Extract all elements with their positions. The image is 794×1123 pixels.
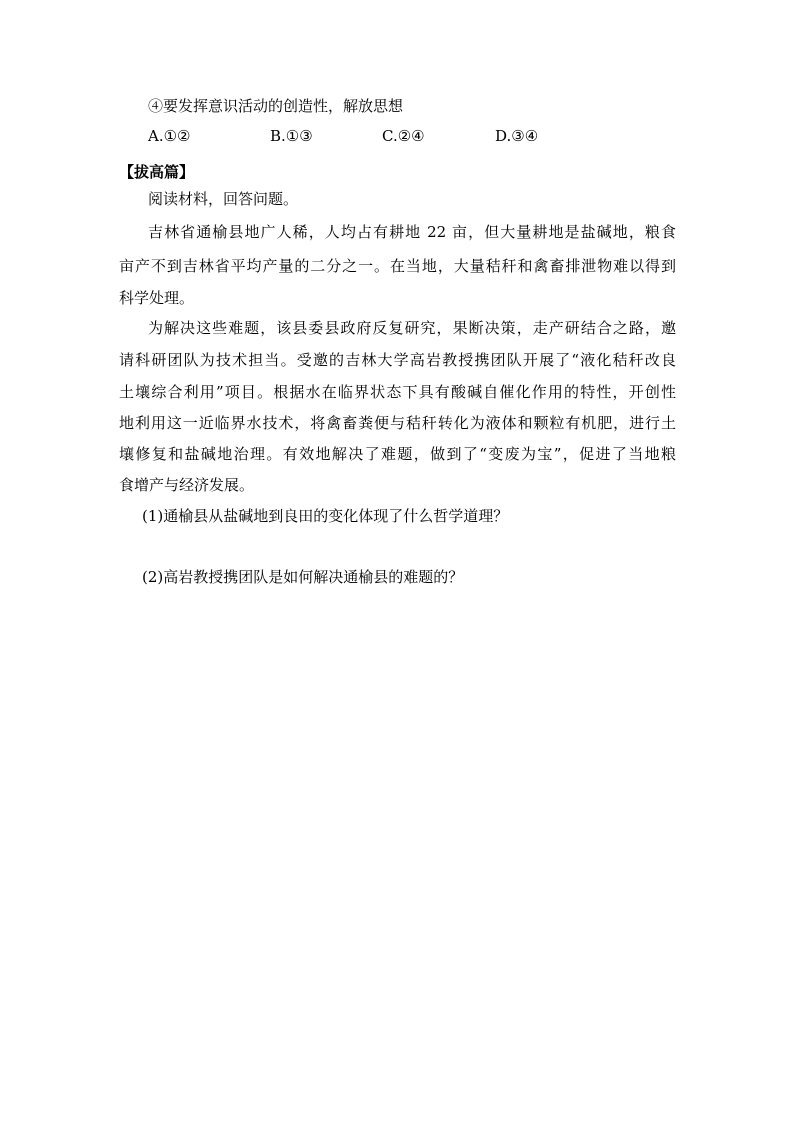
- paragraph-2-line-5: 壤修复和盐碱地治理。有效地解决了难题，做到了“变废为宝”，促进了当地粮: [119, 445, 676, 463]
- option-c: C.②④: [382, 127, 425, 145]
- paragraph-1-line-3: 科学处理。: [119, 289, 195, 307]
- paragraph-2-line-3: 土壤综合利用”项目。根据水在临界状态下具有酸碱自催化作用的特性，开创性: [119, 383, 676, 401]
- statement-4: ④要发挥意识活动的创造性，解放思想: [148, 97, 404, 115]
- paragraph-2-line-4: 地利用这一近临界水技术，将禽畜粪便与秸秆转化为液体和颗粒有机肥，进行土: [119, 414, 676, 432]
- paragraph-2-line-1: 为解决这些难题，该县委县政府反复研究，果断决策，走产研结合之路，邀: [148, 319, 676, 337]
- paragraph-1-line-2: 亩产不到吉林省平均产量的二分之一。在当地，大量秸秆和禽畜排泄物难以得到: [119, 257, 676, 275]
- instruction-text: 阅读材料，回答问题。: [148, 190, 299, 208]
- paragraph-1-line-1: 吉林省通榆县地广人稀，人均占有耕地 22 亩，但大量耕地是盐碱地，粮食: [148, 223, 676, 241]
- question-1: (1)通榆县从盐碱地到良田的变化体现了什么哲学道理？: [142, 507, 509, 525]
- paragraph-2-line-2: 请科研团队为技术担当。受邀的吉林大学高岩教授携团队开展了“液化秸秆改良: [119, 351, 676, 369]
- question-2: (2)高岩教授携团队是如何解决通榆县的难题的？: [142, 568, 464, 586]
- option-a: A.①②: [148, 127, 191, 145]
- option-d: D.③④: [495, 127, 539, 145]
- section-heading: 【拔高篇】: [119, 163, 195, 181]
- option-b: B.①③: [270, 127, 313, 145]
- paragraph-2-line-6: 食增产与经济发展。: [119, 476, 255, 494]
